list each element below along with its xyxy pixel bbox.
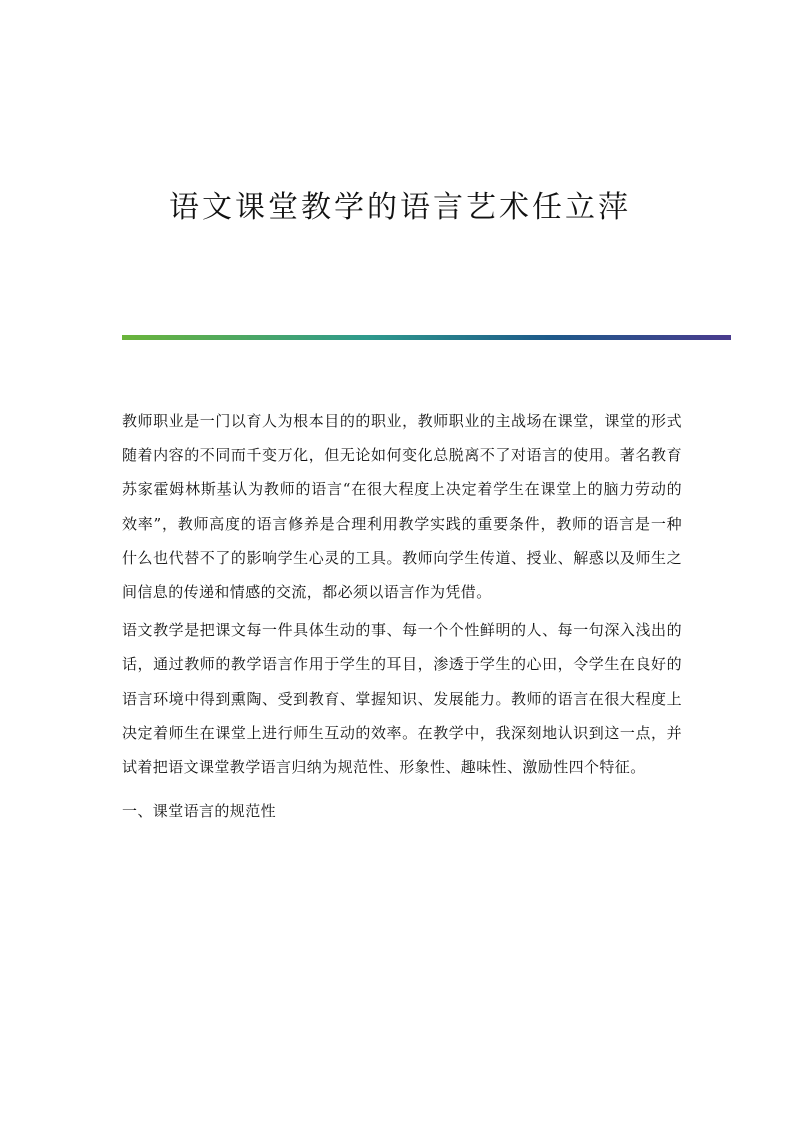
- document-title: 语文课堂教学的语言艺术任立萍: [169, 190, 631, 225]
- paragraph-1: 教师职业是一门以育人为根本目的的职业，教师职业的主战场在课堂，课堂的形式随着内容的不同而千变万化，但无论如何变化总脱离不了对语言的使用。著名教育苏家霍姆林斯基认为教师的语言“在很大程度上决定着学生在课堂上的脑力劳动的效率”，教师高度的语言修养是合理利用教学实践的重要条件，教师的语言是一种什么也代替不了的影响学生心灵的工具。教师向学生传道、授业、解惑以及师生之间信息的传递和情感的交流，都必须以语言作为凭借。: [122, 412, 682, 602]
- document-body: [122, 404, 682, 828]
- paragraph-2: 语文教学是把课文每一件具体生动的事、每一个个性鲜明的人、每一句深入浅出的话，通过教师的教学语言作用于学生的耳目，渗透于学生的心田，令学生在良好的语言环境中得到熏陶、受到教育、掌握知识、发展能力。教师的语言在很大程度上决定着师生在课堂上进行师生互动的效率。在教学中，我深刻地认识到这一点，并试着把语文课堂教学语言归纳为规范性、形象性、趣味性、激励性四个特征。: [122, 621, 682, 777]
- title-divider: [122, 335, 731, 340]
- section-heading: 一、课堂语言的规范性: [122, 802, 277, 821]
